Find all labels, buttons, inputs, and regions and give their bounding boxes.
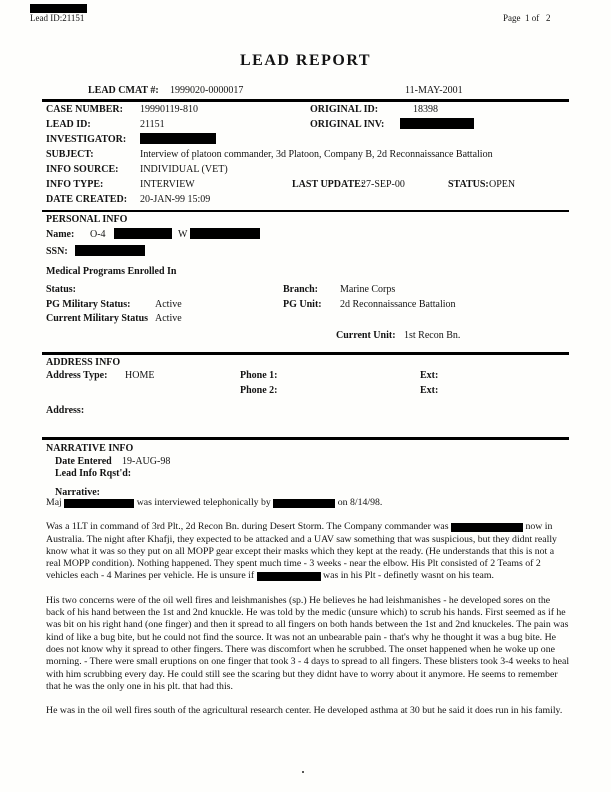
narrative-paragraph-2	[46, 521, 570, 582]
narrative-paragraph-3: His two concerns were of the oil well fires and leishmanishes (sp.) He believes he had leishmanishes - he developed sores on the back of his hand between the 1st and 2nd knuckle. He was told by the medic (unsure which) to scrub his hands. First seemed as if he was bit on his right hand (one finger) and then it spread to all fingers on both hands between the 1st and 2nd knuckeles. The pain was kind of like a bug bite, but he could not find the source. It was not an unbearable pain - that's why he thought it was a bug bite. He does not know why it spread to other fingers. There was discomfort when he scrubbed. The onset happened when he woke up one morning. - There were small eruptions on one finger that took 3 - 4 days to spread to all fingers. These blisters took 3-4 weeks to heal with him scrubbing every day. He could still see the scaring but they didnt have to worry about it anymore. He seems to remember that he was the only one in his plt. that had this.	[46, 594, 570, 692]
report-date: 11-MAY-2001	[405, 85, 463, 96]
narrative-p1-a: Maj	[46, 497, 62, 508]
pi-status-label: Status:	[46, 284, 77, 295]
redaction-box-original-inv	[400, 118, 474, 129]
scan-artifact-dot	[302, 771, 304, 773]
phone2-label: Phone 2:	[240, 385, 278, 396]
lead-id-label: LEAD ID:	[46, 119, 91, 130]
page-number-label: Page 1 of 2	[503, 13, 551, 23]
branch-label: Branch:	[283, 284, 318, 295]
info-type-value: INTERVIEW	[140, 179, 195, 190]
investigator-label: INVESTIGATOR:	[46, 134, 127, 145]
pg-military-status-label: PG Military Status:	[46, 299, 131, 310]
case-number-label: CASE NUMBER:	[46, 104, 123, 115]
info-source-label: INFO SOURCE:	[46, 164, 119, 175]
medical-programs-label: Medical Programs Enrolled In	[46, 266, 177, 277]
personal-info-title: PERSONAL INFO	[46, 214, 128, 225]
info-type-label: INFO TYPE:	[46, 179, 104, 190]
page-title: LEAD REPORT	[239, 52, 372, 69]
original-id-value: 18398	[413, 104, 438, 115]
pg-military-status-value: Active	[155, 299, 182, 310]
narrative-p2-a: Was a 1LT in command of 3rd Plt., 2d Recon Bn. during Desert Storm. The Company commander was	[46, 521, 449, 533]
status-value: OPEN	[489, 179, 516, 190]
case-number-value: 19990119-810	[140, 104, 198, 115]
narrative-paragraph-1	[46, 497, 570, 509]
redaction-box-p2-2	[257, 572, 321, 581]
name-label: Name:	[46, 229, 75, 240]
current-unit-label: Current Unit:	[336, 330, 396, 341]
section-divider	[42, 352, 569, 355]
lead-id-value: 21151	[140, 119, 165, 130]
name-grade: O-4	[90, 229, 106, 240]
current-military-status-value: Active	[155, 313, 182, 324]
address-info-title: ADDRESS INFO	[46, 357, 121, 368]
ext1-label: Ext:	[420, 370, 439, 381]
ssn-label: SSN:	[46, 246, 68, 257]
original-inv-label: ORIGINAL INV:	[310, 119, 385, 130]
lead-cmat-value: 1999020-0000017	[170, 85, 244, 96]
pg-unit-value: 2d Reconnaissance Battalion	[340, 299, 456, 310]
narrative-label: Narrative:	[55, 487, 100, 498]
lead-id-header: Lead ID:21151	[30, 13, 85, 23]
narrative-text	[46, 497, 570, 729]
current-military-status-label: Current Military Status	[46, 313, 149, 324]
section-divider	[42, 210, 569, 212]
address-type-label: Address Type:	[46, 370, 108, 381]
date-entered-value: 19-AUG-98	[122, 456, 171, 467]
date-created-label: DATE CREATED:	[46, 194, 128, 205]
narrative-p1-c: on 8/14/98.	[337, 497, 383, 508]
lead-cmat-label: LEAD CMAT #:	[88, 85, 159, 96]
redaction-box-investigator	[140, 133, 216, 144]
narrative-p2-b: now in Australia. The night after Khafji, they expected to be attacked and a UAV saw something that was suspicious, but they didnt really know what it was so they put on all MOPP gear except their masks which they kept at the ready. (He understands that this is not a real MOPP condition). Nothing happened. They spent much time - 3 weeks - near the elbow. His Plt consisted of 2 Teams of 2 vehicles each - 4 Marines per vehicle. He is unsure if	[46, 521, 557, 582]
phone1-label: Phone 1:	[240, 370, 278, 381]
section-divider	[42, 99, 569, 102]
subject-label: SUBJECT:	[46, 149, 94, 160]
subject-value: Interview of platoon commander, 3d Platoon, Company B, 2d Reconnaissance Battalion	[140, 149, 493, 160]
redaction-box-ssn	[75, 245, 145, 256]
branch-value: Marine Corps	[340, 284, 396, 295]
address-label: Address:	[46, 405, 85, 416]
narrative-info-title: NARRATIVE INFO	[46, 443, 134, 454]
pg-unit-label: PG Unit:	[283, 299, 322, 310]
narrative-paragraph-4: He was in the oil well fires south of the agricultural research center. He developed asthma at 30 but he said it does run in his family.	[46, 705, 563, 717]
original-id-label: ORIGINAL ID:	[310, 104, 379, 115]
info-source-value: INDIVIDUAL (VET)	[140, 164, 228, 175]
redaction-box-p1-1	[64, 499, 134, 508]
redaction-box-top-left	[30, 4, 87, 13]
name-initial: W	[178, 229, 188, 240]
date-entered-label: Date Entered	[55, 456, 112, 467]
date-created-value: 20-JAN-99 15:09	[140, 194, 211, 205]
address-type-value: HOME	[125, 370, 155, 381]
lead-info-rqstd-label: Lead Info Rqst'd:	[55, 468, 132, 479]
ext2-label: Ext:	[420, 385, 439, 396]
last-update-label: LAST UPDATE:	[292, 179, 365, 190]
current-unit-value: 1st Recon Bn.	[404, 330, 461, 341]
section-divider	[42, 437, 569, 440]
redaction-box-name-2	[190, 228, 260, 239]
redaction-box-p2-1	[451, 523, 523, 532]
last-update-value: 27-SEP-00	[361, 179, 405, 190]
narrative-p2-c: was in his Plt - definetly wasnt on his team.	[323, 570, 494, 582]
redaction-box-name-1	[114, 228, 172, 239]
status-label: STATUS:	[448, 179, 489, 190]
narrative-p1-b: was interviewed telephonically by	[136, 497, 271, 508]
redaction-box-p1-2	[273, 499, 335, 508]
